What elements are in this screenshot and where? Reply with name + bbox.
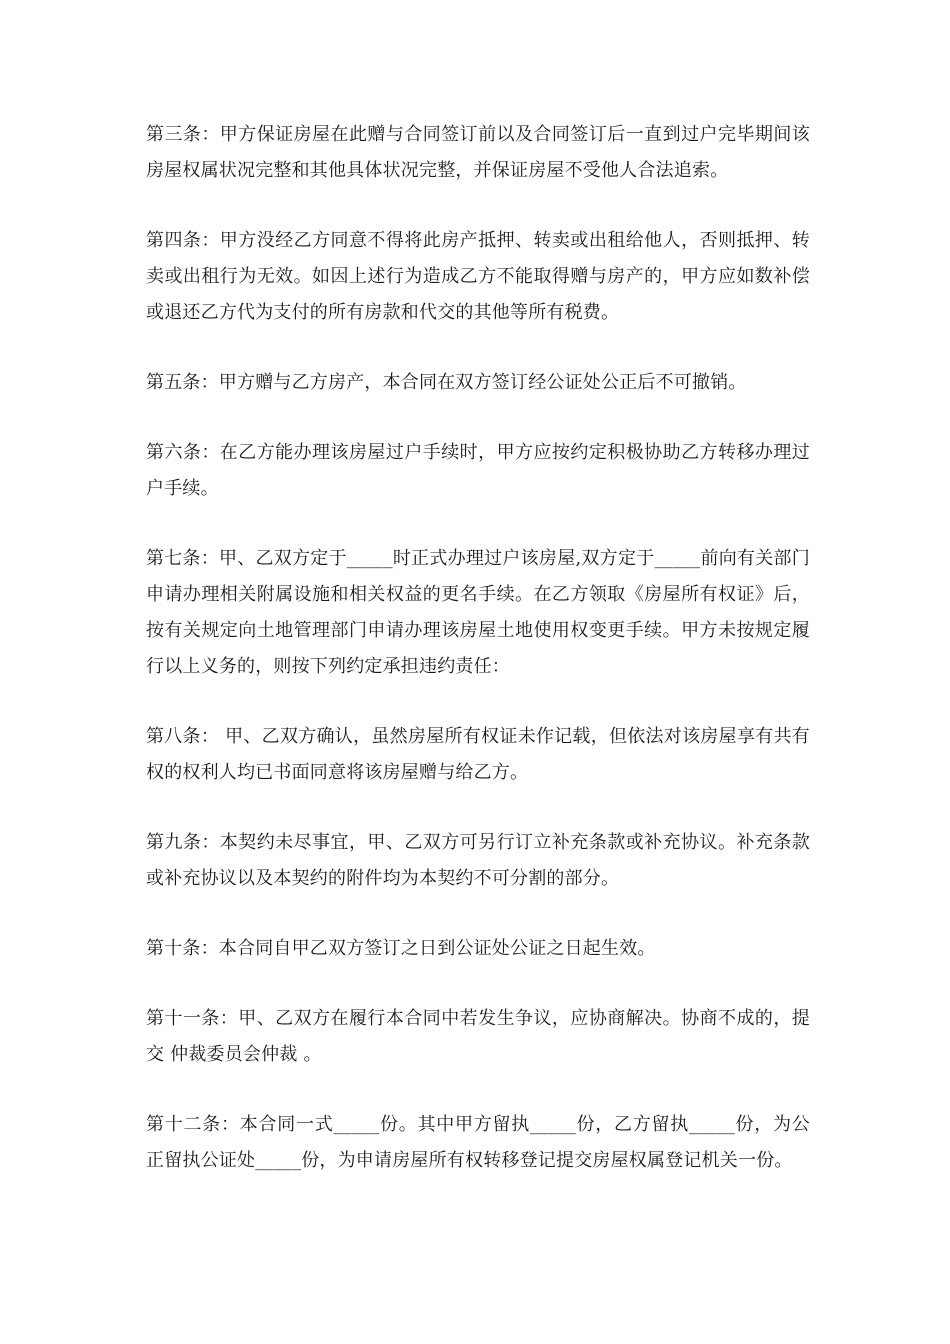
clause-3: 第三条：甲方保证房屋在此赠与合同签订前以及合同签订后一直到过户完毕期间该房屋权属状况完整和其他具体状况完整，并保证房屋不受他人合法追索。 <box>146 124 810 181</box>
clause-6: 第六条：在乙方能办理该房屋过户手续时，甲方应按约定积极协助乙方转移办理过户手续。 <box>146 442 810 499</box>
clause-11: 第十一条：甲、乙双方在履行本合同中若发生争议，应协商解决。协商不成的，提交 仲裁委员会仲裁 。 <box>146 1008 810 1065</box>
document-body <box>146 117 810 1213</box>
clause-10: 第十条：本合同自甲乙双方签订之日到公证处公证之日起生效。 <box>146 938 656 959</box>
clause-12: 第十二条：本合同一式_____份。其中甲方留执_____份，乙方留执_____份，为公正留执公证处_____份，为申请房屋所有权转移登记提交房屋权属登记机关一份。 <box>146 1114 810 1171</box>
clause-5: 第五条：甲方赠与乙方房产，本合同在双方签订经公证处公正后不可撤销。 <box>146 372 747 393</box>
clause-7: 第七条：甲、乙双方定于_____时正式办理过户该房屋,双方定于_____前向有关部门申请办理相关附属设施和相关权益的更名手续。在乙方领取《房屋所有权证》后，按有关规定向土地管理部门申请办理该房屋土地使用权变更手续。甲方未按规定履行以上义务的，则按下列约定承担违约责任： <box>146 548 810 677</box>
clause-4: 第四条：甲方没经乙方同意不得将此房产抵押、转卖或出租给他人，否则抵押、转卖或出租行为无效。如因上述行为造成乙方不能取得赠与房产的，甲方应如数补偿或退还乙方代为支付的所有房款和代交的其他等所有税费。 <box>146 230 810 323</box>
clause-8: 第八条： 甲、乙双方确认，虽然房屋所有权证未作记载，但依法对该房屋享有共有权的权利人均已书面同意将该房屋赠与给乙方。 <box>146 726 810 783</box>
clause-9: 第九条：本契约未尽事宜，甲、乙双方可另行订立补充条款或补充协议。补充条款或补充协议以及本契约的附件均为本契约不可分割的部分。 <box>146 832 810 889</box>
